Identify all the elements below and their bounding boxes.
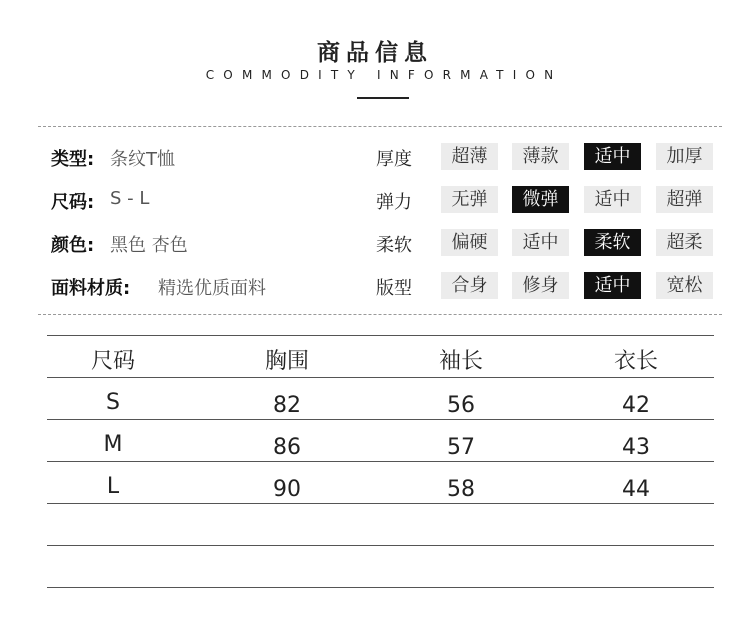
divider-top (38, 126, 722, 127)
table-line (47, 503, 714, 504)
chip-elasticity-2: 适中 (584, 186, 641, 213)
table-line (47, 545, 714, 546)
chip-fit-2-selected: 适中 (584, 272, 641, 299)
table-cell: 57 (447, 435, 475, 460)
chip-elasticity-0: 无弹 (441, 186, 498, 213)
chip-fit-3: 宽松 (656, 272, 713, 299)
chip-softness-0: 偏硬 (441, 229, 498, 256)
table-cell: 58 (447, 477, 475, 502)
table-cell: 90 (273, 477, 301, 502)
divider-middle (38, 314, 722, 315)
chip-thickness-3: 加厚 (656, 143, 713, 170)
table-line (47, 419, 714, 420)
chip-thickness-0: 超薄 (441, 143, 498, 170)
attr-label-type: 类型: (51, 149, 95, 170)
table-header-sleeve: 袖长 (438, 349, 483, 374)
table-line (47, 377, 714, 378)
attr-value-type: 条纹T恤 (110, 149, 175, 170)
option-label-elasticity: 弹力 (376, 192, 412, 213)
table-cell: L (106, 474, 120, 499)
table-line (47, 587, 714, 588)
table-line (47, 461, 714, 462)
chip-fit-0: 合身 (441, 272, 498, 299)
table-cell: M (103, 432, 123, 457)
table-cell: 86 (273, 435, 301, 460)
attr-value-size: S - L (110, 188, 150, 209)
title-underline (357, 97, 409, 99)
option-label-fit: 版型 (376, 278, 412, 299)
table-cell: 56 (447, 393, 475, 418)
table-cell: 44 (622, 477, 650, 502)
page-subtitle: COMMODITY INFORMATION (205, 68, 563, 82)
table-cell: 43 (622, 435, 650, 460)
option-label-softness: 柔软 (376, 235, 412, 256)
table-header-size: 尺码 (90, 349, 135, 374)
table-header-length: 衣长 (613, 349, 658, 374)
chip-fit-1: 修身 (512, 272, 569, 299)
attr-label-size: 尺码: (51, 192, 95, 213)
option-label-thickness: 厚度 (376, 149, 412, 170)
attr-value-color: 黑色 杏色 (110, 235, 188, 256)
chip-softness-3: 超柔 (656, 229, 713, 256)
table-cell: 42 (622, 393, 650, 418)
chip-softness-2-selected: 柔软 (584, 229, 641, 256)
chip-thickness-2-selected: 适中 (584, 143, 641, 170)
attr-label-material: 面料材质: (51, 278, 131, 299)
table-line (47, 335, 714, 336)
table-cell: S (106, 390, 120, 415)
chip-elasticity-3: 超弹 (656, 186, 713, 213)
attr-label-color: 颜色: (51, 235, 95, 256)
table-header-chest: 胸围 (264, 349, 309, 374)
table-cell: 82 (273, 393, 301, 418)
chip-thickness-1: 薄款 (512, 143, 569, 170)
chip-softness-1: 适中 (512, 229, 569, 256)
page-title: 商品信息 (317, 40, 433, 66)
chip-elasticity-1-selected: 微弹 (512, 186, 569, 213)
attr-value-material: 精选优质面料 (158, 278, 266, 299)
